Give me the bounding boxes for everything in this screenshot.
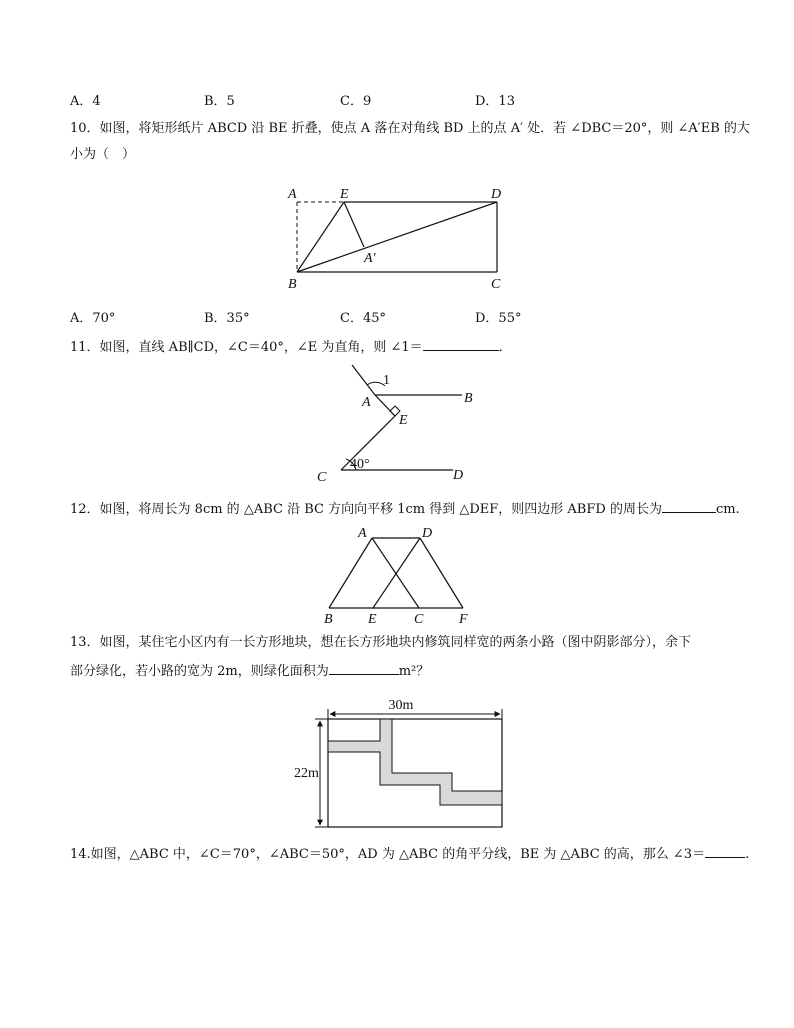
q12-answer-blank[interactable] [662, 499, 716, 513]
q13-answer-blank[interactable] [329, 661, 399, 675]
q14-stem [70, 844, 749, 864]
q11-label-e: E [399, 413, 408, 428]
q13-height-label: 22m [294, 766, 319, 781]
q10-label-a: A [288, 187, 297, 202]
q13-stem-unit: m²？ [398, 664, 430, 679]
q14-stem-text: 14.如图，△ABC 中，∠C＝70°，∠ABC＝50°，AD 为 △ABC 的角平分线，BE 为 △ABC 的高，那么 ∠3＝ [70, 847, 706, 862]
q11-answer-blank[interactable] [423, 337, 499, 351]
q11-stem-end: ． [498, 340, 512, 355]
q9-option-a: A．4 [70, 94, 101, 109]
q13-stem-line1: 13．如图，某住宅小区内有一长方形地块，想在长方形地块内修筑同样宽的两条小路（图中阴影部分），余下 [70, 635, 692, 650]
q12-label-a: A [358, 526, 367, 541]
q11-label-b: B [464, 391, 473, 406]
q12-segment-df [420, 538, 463, 608]
q10-label-b: B [288, 277, 297, 292]
q10-option-b: B．35° [204, 311, 250, 326]
q11-ray-through-a [352, 365, 375, 395]
q10-segment-ea [344, 202, 364, 247]
q12-stem-text: 12．如图，将周长为 8cm 的 △ABC 沿 BC 方向向平移 1cm 得到 △DEF，则四边形 ABFD 的周长为 [70, 502, 662, 517]
q12-label-c: C [414, 612, 424, 627]
q11-label-c: C [317, 470, 327, 485]
q12-figure [318, 524, 478, 626]
q11-angle-label: 40° [350, 457, 370, 472]
q9-option-d: D．13 [475, 94, 515, 109]
q11-figure [310, 362, 480, 484]
q10-option-c: C．45° [340, 311, 386, 326]
q12-stem [70, 499, 740, 519]
q10-figure [280, 180, 520, 295]
q11-label-a: A [362, 395, 371, 410]
q10-diagonal-bd [297, 202, 497, 272]
q10-label-e: E [340, 187, 349, 202]
q10-label-c: C [491, 277, 501, 292]
q14-answer-blank[interactable] [705, 844, 745, 858]
q13-stem-line2-text: 部分绿化，若小路的宽为 2m，则绿化面积为 [70, 664, 329, 679]
q10-stem-line2: 小为（ ） [70, 147, 136, 162]
q10-label-d: D [491, 187, 502, 202]
q10-option-d: D．55° [475, 311, 522, 326]
q10-label-a-prime: A′ [364, 251, 376, 266]
q9-option-b: B．5 [204, 94, 235, 109]
q12-label-d: D [422, 526, 433, 541]
q12-label-f: F [459, 612, 468, 627]
q12-label-e: E [368, 612, 377, 627]
q12-label-b: B [324, 612, 333, 627]
q9-option-c: C．9 [340, 94, 372, 109]
q12-segment-de [373, 538, 420, 608]
q12-stem-end: cm. [715, 502, 740, 517]
q11-label-1: 1 [383, 373, 390, 388]
q13-stem-line2 [70, 661, 429, 681]
q11-stem [70, 337, 512, 357]
q11-stem-text: 11．如图，直线 AB∥CD，∠C＝40°，∠E 为直角，则 ∠1＝ [70, 340, 423, 355]
q14-stem-end: . [745, 847, 750, 862]
q13-figure [290, 695, 510, 835]
q10-option-a: A．70° [70, 311, 116, 326]
q11-label-d: D [453, 468, 464, 483]
q12-segment-ab [329, 538, 372, 608]
q12-segment-ac [372, 538, 419, 608]
q10-stem-line1: 10．如图，将矩形纸片 ABCD 沿 BE 折叠，使点 A 落在对角线 BD 上的点 A′ 处．若 ∠DBC＝20°，则 ∠A′EB 的大 [70, 121, 750, 136]
q13-width-label: 30m [388, 698, 414, 713]
q10-fold-be [297, 202, 344, 272]
